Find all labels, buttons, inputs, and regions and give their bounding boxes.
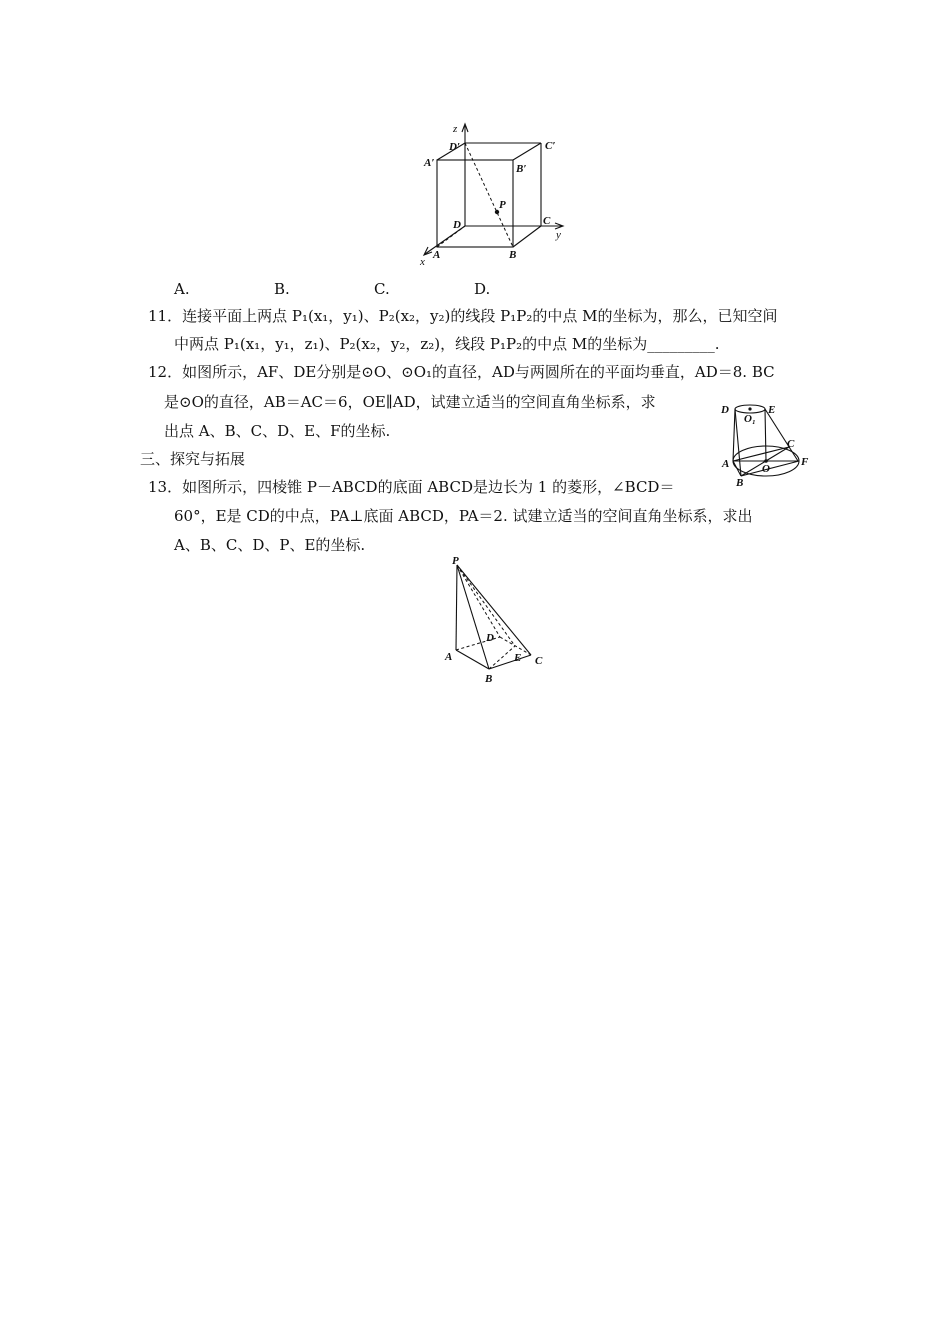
option-b: B. [274,280,290,298]
q11-line1: 11．连接平面上两点 P₁(x₁，y₁)、P₂(x₂，y₂)的线段 P₁P₂的中点 M的坐标为，那么，已知空间 [148,307,778,325]
pyr-label-b: B [485,673,493,685]
cube-label-d1: D′ [449,141,461,153]
cyl-label-o: O [762,463,770,475]
cyl-label-c: C [787,438,795,450]
q13-line1: 13．如图所示，四棱锥 P－ABCD的底面 ABCD是边长为 1 的菱形，∠BCD＝ [148,478,675,496]
pyr-label-c: C [535,655,543,667]
q13-line3: A、B、C、D、P、E的坐标. [174,536,366,554]
pyr-label-a: A [445,651,453,663]
cylinder-figure [718,398,814,490]
cube-figure [415,118,575,270]
cube-label-p: P [499,199,506,211]
q11-line2: 中两点 P₁(x₁，y₁，z₁)、P₂(x₂，y₂，z₂)，线段 P₁P₂的中点 M的坐标为_________. [174,335,720,353]
q12-line1: 12．如图所示，AF、DE分别是⊙O、⊙O₁的直径，AD与两圆所在的平面均垂直，AD＝8. BC [148,363,775,381]
cube-label-a1: A′ [424,157,435,169]
cyl-label-b: B [736,477,744,489]
option-a: A. [174,280,190,298]
option-c: C. [374,280,390,298]
cyl-label-e: E [768,404,776,416]
cube-label-z: z [453,123,458,135]
pyr-label-p: P [452,555,459,567]
q13-line2: 60°，E是 CD的中点，PA⊥底面 ABCD，PA＝2. 试建立适当的空间直角坐标系，求出 [174,507,753,525]
pyramid-figure [440,552,555,686]
q12-line3: 出点 A、B、C、D、E、F的坐标. [164,422,391,440]
cyl-label-d: D [721,404,729,416]
cube-label-a: A [433,249,441,261]
cube-label-b1: B′ [516,163,527,175]
cyl-label-a: A [722,458,730,470]
cube-label-x: x [420,256,425,268]
option-d: D. [474,280,491,298]
cyl-label-f: F [801,456,809,468]
cyl-label-o1: O₁ [744,413,756,425]
cube-label-d: D [453,219,461,231]
section-heading: 三、探究与拓展 [140,450,246,468]
cube-label-b: B [509,249,517,261]
pyr-label-d: D [486,632,494,644]
pyr-label-e: E [514,652,522,664]
cube-label-y: y [556,229,561,241]
cube-label-c1: C′ [545,140,556,152]
cube-label-c: C [543,215,551,227]
q12-line2: 是⊙O的直径，AB＝AC＝6，OE∥AD，试建立适当的空间直角坐标系，求 [164,393,656,411]
